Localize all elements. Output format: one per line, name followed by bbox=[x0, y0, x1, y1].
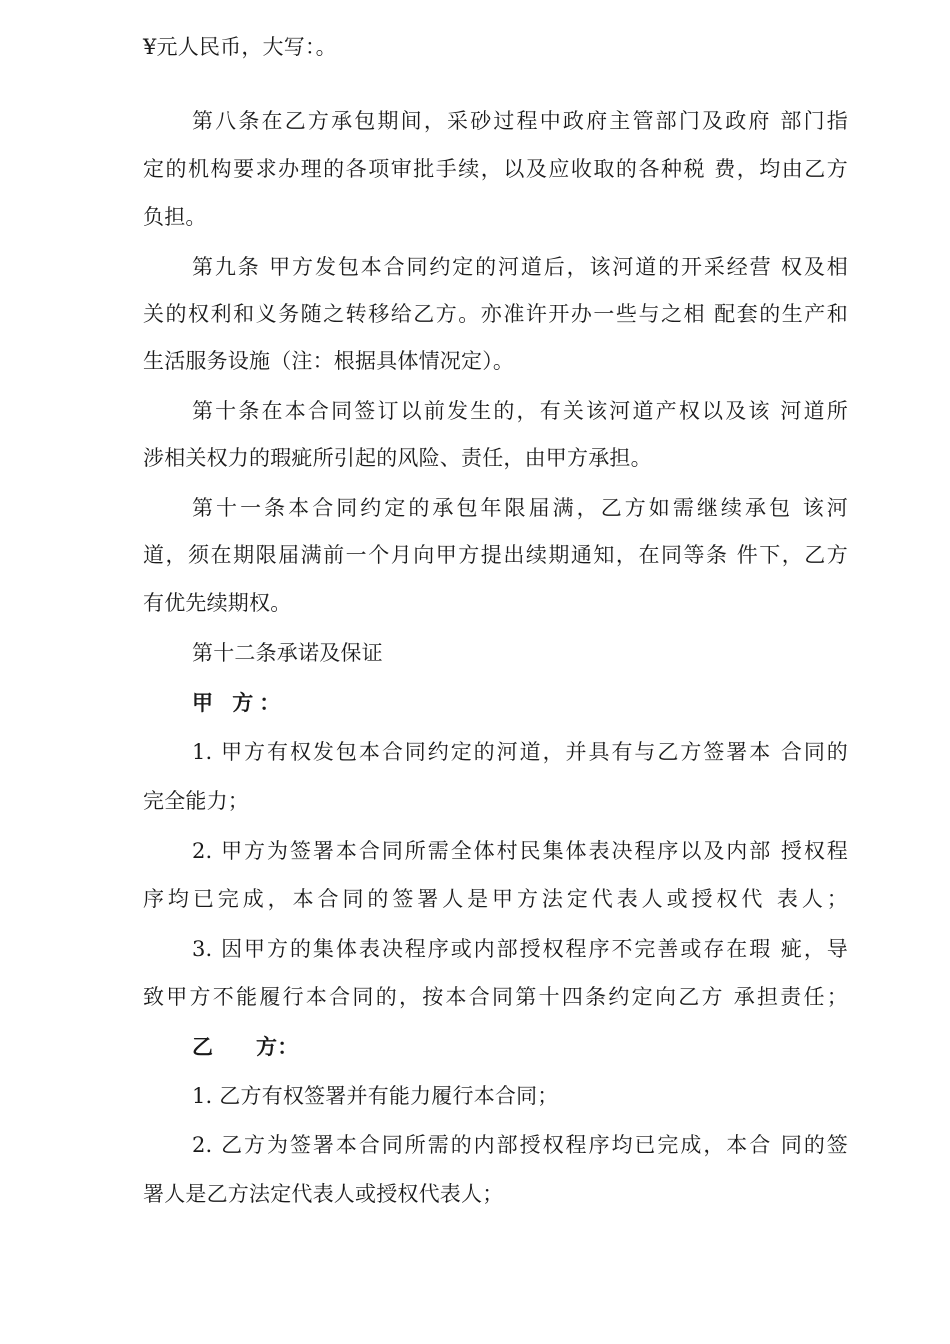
party-a-item-1-line-1: 1. 甲方有权发包本合同约定的河道，并具有与乙方签署本 合同的 bbox=[192, 740, 848, 764]
article-11-line-3: 有优先续期权。 bbox=[143, 591, 292, 615]
party-a-item-2-line-1: 2. 甲方为签署本合同所需全体村民集体表决程序以及内部 授权程 bbox=[192, 839, 848, 863]
article-8-line-2: 定的机构要求办理的各项审批手续，以及应收取的各种税 费，均由乙方 bbox=[143, 157, 848, 181]
article-11-line-2: 道，须在期限届满前一个月向甲方提出续期通知，在同等条 件下，乙方 bbox=[143, 543, 848, 567]
party-a-item-2-line-2: 序均已完成，本合同的签署人是甲方法定代表人或授权代 表人； bbox=[143, 887, 848, 911]
article-9-line-3: 生活服务设施（注：根据具体情况定）。 bbox=[143, 349, 515, 373]
party-b-item-2-line-2: 署人是乙方法定代表人或授权代表人； bbox=[143, 1182, 504, 1206]
article-10-line-2: 涉相关权力的瑕疵所引起的风险、责任，由甲方承担。 bbox=[143, 446, 652, 470]
party-a-item-3-line-1: 3. 因甲方的集体表决程序或内部授权程序不完善或存在瑕 疵，导 bbox=[192, 937, 848, 961]
text-line: ¥元人民币，大写：。 bbox=[143, 35, 337, 59]
party-a-item-3-line-2: 致甲方不能履行本合同的，按本合同第十四条约定向乙方 承担责任； bbox=[143, 985, 848, 1009]
party-b-heading bbox=[192, 1033, 848, 1061]
article-9-line-1: 第九条 甲方发包本合同约定的河道后，该河道的开采经营 权及相 bbox=[192, 255, 848, 279]
article-8-line-3: 负担。 bbox=[143, 205, 207, 229]
party-b-item-2-line-1: 2. 乙方为签署本合同所需的内部授权程序均已完成，本合 同的签 bbox=[192, 1133, 848, 1157]
article-11-line-1: 第十一条本合同约定的承包年限届满，乙方如需继续承包 该河 bbox=[192, 496, 848, 520]
article-9-line-2: 关的权利和义务随之转移给乙方。亦准许开办一些与之相 配套的生产和 bbox=[143, 302, 848, 326]
party-b-heading-char: 乙 bbox=[192, 1034, 214, 1059]
article-10-line-1: 第十条在本合同签订以前发生的，有关该河道产权以及该 河道所 bbox=[192, 399, 848, 423]
article-12-heading: 第十二条承诺及保证 bbox=[192, 641, 383, 665]
party-a-heading: 甲 方： bbox=[192, 690, 287, 715]
party-a-item-1-line-2: 完全能力； bbox=[143, 789, 249, 813]
article-8-line-1: 第八条在乙方承包期间，采砂过程中政府主管部门及政府 部门指 bbox=[192, 109, 848, 133]
party-b-item-1: 1. 乙方有权签署并有能力履行本合同； bbox=[192, 1084, 559, 1108]
party-b-heading-rest: 方： bbox=[256, 1034, 299, 1059]
